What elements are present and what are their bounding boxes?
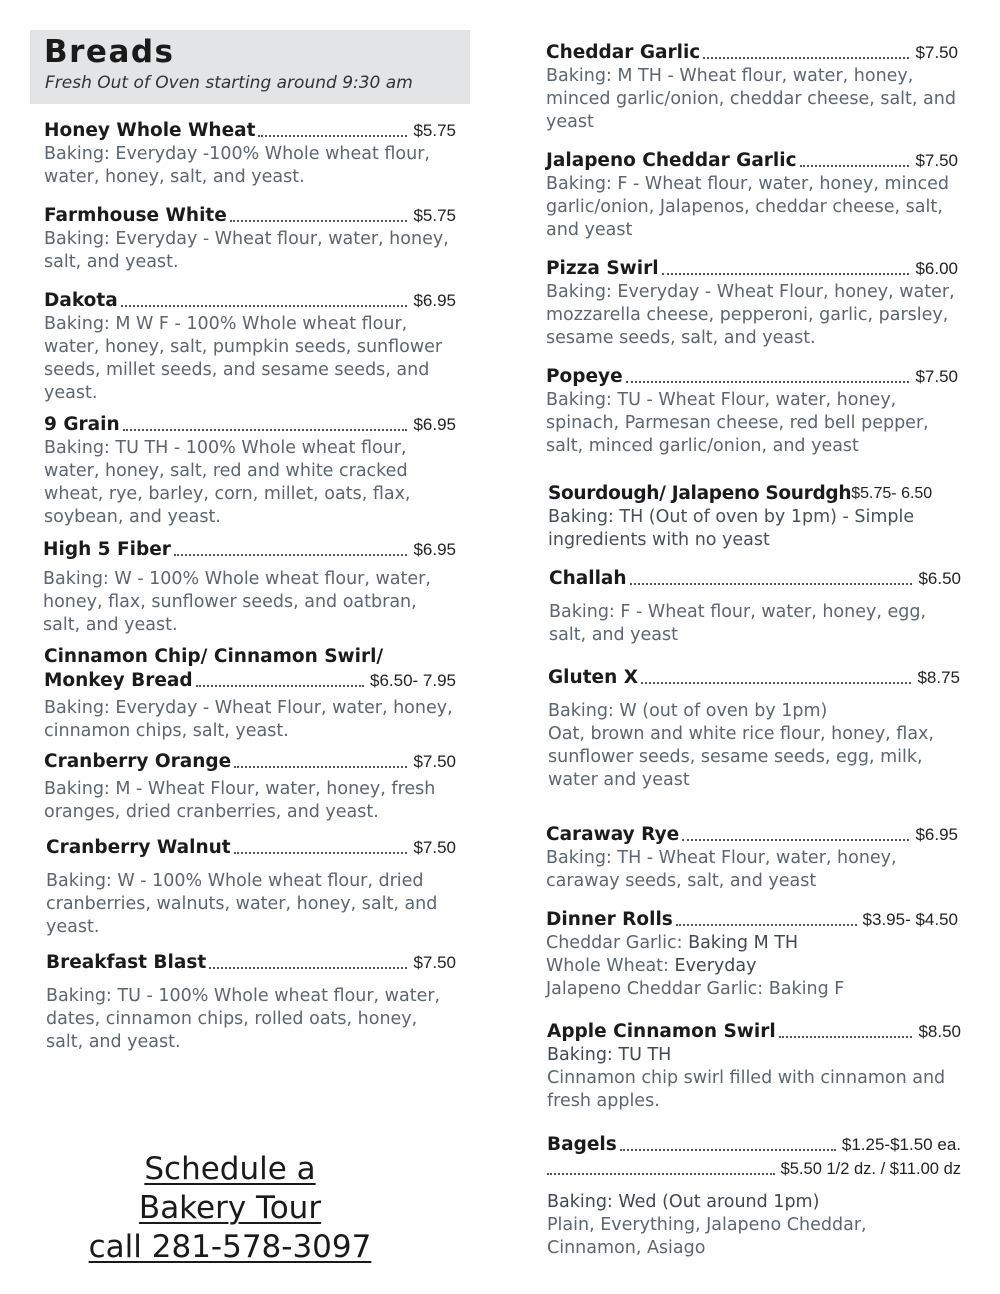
- section-header: [30, 30, 470, 104]
- tour-line-1: Schedule a: [144, 1151, 316, 1187]
- menu-item: [547, 1020, 961, 1113]
- item-price: $3.95- $4.50: [862, 910, 958, 929]
- menu-item: [546, 908, 958, 1001]
- item-name-line: Cinnamon Chip/ Cinnamon Swirl/: [44, 646, 384, 667]
- item-name: Popeye: [546, 366, 623, 387]
- menu-item: [46, 951, 456, 1054]
- item-name: High 5 Fiber: [43, 539, 171, 560]
- item-price: $1.25-$1.50 ea.: [841, 1135, 961, 1154]
- menu-item: [46, 836, 456, 939]
- item-price: $8.50: [918, 1022, 961, 1041]
- item-price: $6.95: [413, 291, 456, 310]
- item-price: $8.75: [917, 668, 960, 687]
- item-name: Farmhouse White: [44, 205, 227, 226]
- item-description: [546, 932, 958, 1001]
- item-description: Baking: M - Wheat Flour, water, honey, fresh oranges, dried cranberries, and yeast.: [44, 779, 436, 822]
- item-name: Bagels: [547, 1134, 617, 1155]
- item-name: Cranberry Orange: [44, 751, 232, 772]
- item-name: Dinner Rolls: [546, 909, 673, 930]
- item-description: Baking: TH - Wheat Flour, water, honey, caraway seeds, salt, and yeast: [546, 848, 897, 891]
- roll-variant: [546, 955, 958, 978]
- desc-line: Oat, brown and white rice flour, honey, flax, sunflower seeds, sesame seeds, egg, milk, water and yeast: [548, 724, 934, 790]
- roll-variant-schedule: Baking F: [768, 979, 845, 999]
- menu-item: [44, 204, 456, 274]
- tour-line-2: Bakery Tour: [138, 1190, 322, 1226]
- item-name: Cheddar Garlic: [546, 42, 701, 63]
- item-price: $5.75: [413, 206, 456, 225]
- roll-variant-schedule: Everyday: [674, 956, 757, 976]
- item-price: $6.00: [915, 259, 958, 278]
- item-name: Honey Whole Wheat: [44, 120, 256, 141]
- item-description: Baking: W - 100% Whole wheat flour, dried cranberries, walnuts, water, honey, salt, and yeast.: [46, 871, 438, 937]
- item-description: Baking: Everyday - Wheat Flour, honey, water, mozzarella cheese, pepperoni, garlic, parsley, sesame seeds, salt, and yeast.: [546, 282, 955, 348]
- item-price: $7.50: [915, 151, 958, 170]
- item-name: Sourdough/ Jalapeno Sourdgh: [548, 483, 852, 504]
- item-price: $7.50: [915, 43, 958, 62]
- menu-item: [548, 666, 960, 792]
- menu-item: [546, 257, 958, 350]
- menu-item: [546, 365, 958, 458]
- item-description: Baking: W - 100% Whole wheat flour, water, honey, flax, sunflower seeds, and oatbran, salt, and yeast.: [43, 569, 431, 635]
- item-name: Apple Cinnamon Swirl: [547, 1021, 776, 1042]
- item-name: Jalapeno Cheddar Garlic: [546, 150, 797, 171]
- item-description: Baking: F - Wheat flour, water, honey, minced garlic/onion, Jalapenos, cheddar cheese, salt, and yeast: [546, 174, 949, 240]
- roll-variant-label: Jalapeno Cheddar Garlic:: [546, 979, 764, 999]
- item-description: Baking: Everyday -100% Whole wheat flour, water, honey, salt, and yeast.: [44, 144, 430, 187]
- menu-item: [44, 645, 456, 743]
- item-price: $5.75: [413, 121, 456, 140]
- item-price: $6.50: [918, 569, 961, 588]
- item-price: $7.50: [413, 752, 456, 771]
- desc-line: Baking: W (out of oven by 1pm): [548, 701, 828, 721]
- item-name: Gluten X: [548, 667, 638, 688]
- roll-variant: [546, 978, 958, 1001]
- roll-variant-label: Whole Wheat:: [546, 956, 669, 976]
- menu-item: [548, 482, 960, 552]
- menu-item: [43, 538, 456, 637]
- item-description: Baking: TU - Wheat Flour, water, honey, spinach, Parmesan cheese, red bell pepper, salt, minced garlic/onion, and yeast: [546, 390, 929, 456]
- item-name: Challah: [549, 568, 627, 589]
- item-name: Breakfast Blast: [46, 952, 207, 973]
- menu-item: [546, 149, 958, 242]
- desc-line: Plain, Everything, Jalapeno Cheddar, Cinnamon, Asiago: [547, 1215, 867, 1258]
- menu-item: [44, 413, 456, 529]
- item-description: Baking: F - Wheat flour, water, honey, egg, salt, and yeast: [549, 602, 927, 645]
- item-description: [547, 1044, 961, 1113]
- menu-item: [546, 41, 958, 134]
- item-price: $6.95: [413, 415, 456, 434]
- item-description: Baking: TU - 100% Whole wheat flour, water, dates, cinnamon chips, rolled oats, honey, salt, and yeast.: [46, 986, 441, 1052]
- item-name: Dakota: [44, 290, 118, 311]
- item-description: Baking: M W F - 100% Whole wheat flour, water, honey, salt, pumpkin seeds, sunflower seeds, millet seeds, and sesame seeds, and yeast.: [44, 314, 443, 403]
- roll-variant-label: Cheddar Garlic:: [546, 933, 683, 953]
- menu-item: [44, 289, 456, 405]
- item-name: Monkey Bread: [44, 670, 193, 691]
- item-price: $6.95: [413, 540, 456, 559]
- menu-item: [546, 823, 958, 893]
- menu-item: [549, 567, 961, 647]
- menu-item: [44, 750, 456, 824]
- item-description: Baking: TH (Out of oven by 1pm) - Simple ingredients with no yeast: [548, 507, 915, 550]
- item-price: $5.75- 6.50: [851, 485, 933, 502]
- desc-line: Cinnamon chip swirl filled with cinnamon and fresh apples.: [547, 1068, 946, 1111]
- item-name: Pizza Swirl: [546, 258, 659, 279]
- item-description: Baking: TU TH - 100% Whole wheat flour, water, honey, salt, red and white cracked wheat, rye, barley, corn, millet, oats, flax, soybean, and yeast.: [44, 438, 411, 527]
- section-subtitle: Fresh Out of Oven starting around 9:30 am: [45, 73, 413, 93]
- item-name: 9 Grain: [44, 414, 120, 435]
- item-name: Caraway Rye: [546, 824, 680, 845]
- item-price: $6.50- 7.95: [369, 671, 456, 690]
- desc-line: Baking: TU TH: [547, 1045, 672, 1065]
- menu-item: [44, 119, 456, 189]
- item-price: $7.50: [915, 367, 958, 386]
- item-description: Baking: M TH - Wheat flour, water, honey, minced garlic/onion, cheddar cheese, salt, and yeast: [546, 66, 956, 132]
- menu-item: [547, 1133, 961, 1260]
- item-description: [547, 1191, 961, 1260]
- item-description: [548, 700, 960, 792]
- section-title: Breads: [44, 34, 175, 70]
- item-name: Cranberry Walnut: [46, 837, 231, 858]
- tour-phone-link[interactable]: call 281-578-3097: [88, 1229, 372, 1265]
- roll-variant-schedule: Baking M TH: [688, 933, 799, 953]
- item-price: $6.95: [915, 825, 958, 844]
- item-description: Baking: Everyday - Wheat flour, water, honey, salt, and yeast.: [44, 229, 449, 272]
- item-description: Baking: Everyday - Wheat Flour, water, honey, cinnamon chips, salt, yeast.: [44, 698, 453, 741]
- bakery-tour-callout: [60, 1150, 400, 1267]
- item-price-secondary: $5.50 1/2 dz. / $11.00 dz: [780, 1160, 961, 1178]
- item-price: $7.50: [413, 953, 456, 972]
- item-price: $7.50: [413, 838, 456, 857]
- desc-line: Baking: Wed (Out around 1pm): [547, 1192, 820, 1212]
- roll-variant: [546, 932, 958, 955]
